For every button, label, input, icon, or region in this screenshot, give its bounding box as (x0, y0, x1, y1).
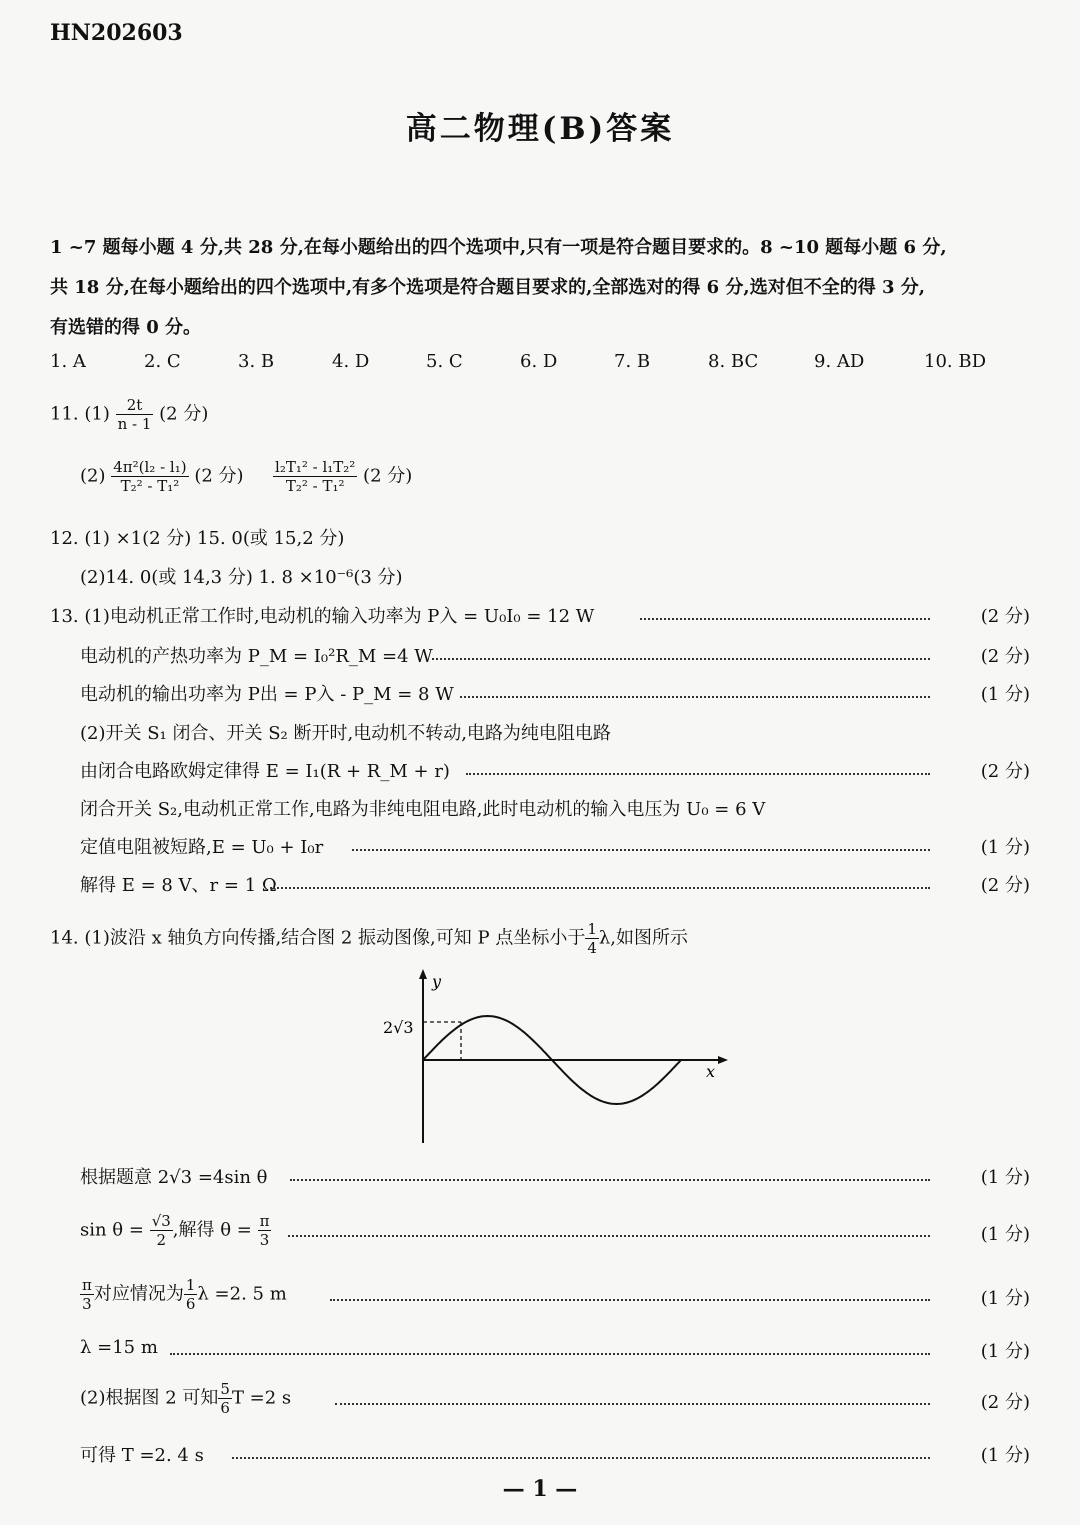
q14-line-4: λ =15 m (80, 1337, 158, 1358)
q14-score-5: (2 分) (980, 1392, 1030, 1413)
q13-line-6: 闭合开关 S₂,电动机正常工作,电路为非纯电阻电路,此时电动机的输入电压为 U₀ = 6 V (80, 799, 766, 820)
answer-8: 8. BC (708, 351, 759, 372)
page-number: — 1 — (502, 1476, 578, 1502)
q13-score-7: (1 分) (980, 837, 1030, 858)
intro-line-1: 1 ~7 题每小题 4 分,共 28 分,在每小题给出的四个选项中,只有一项是符合题目要求的。8 ~10 题每小题 6 分, (50, 237, 947, 258)
y-marker-label: 2√3 (383, 1018, 414, 1037)
q14-line-5: (2)根据图 2 可知 $\frac{5}{6}$ T =2 s (80, 1380, 292, 1417)
q14-line-6: 可得 T =2. 4 s (80, 1445, 204, 1466)
wave-graph (380, 965, 740, 1150)
exam-code: HN202603 (50, 20, 183, 46)
y-axis-label: y (432, 972, 442, 991)
q14-score-2: (1 分) (980, 1224, 1030, 1245)
q11-part2: (2) $\frac{\text{4π²(l₂ - l₁)}}{\text{T₂² - T₁²}}$ (2 分) $\frac{\text{l₂T₁² - l₁T₂²}}{\text{T₂² - T₁²}}$ (2 分) (80, 458, 413, 495)
page-title: 高二物理(B)答案 (405, 111, 675, 147)
q13-score-5: (2 分) (980, 761, 1030, 782)
q13-line-8: 解得 E = 8 V、r = 1 Ω (80, 875, 277, 896)
leader-dots (232, 1457, 930, 1459)
x-axis-arrow (718, 1056, 728, 1064)
q14-score-6: (1 分) (980, 1445, 1030, 1466)
q14-line-1: 根据题意 2√3 =4sin θ (80, 1167, 268, 1188)
answer-6: 6. D (520, 351, 558, 372)
q13-line-2: 电动机的产热功率为 P_M = I₀²R_M =4 W (80, 646, 433, 667)
q13-line-3: 电动机的输出功率为 P出 = P入 - P_M = 8 W (80, 684, 454, 705)
leader-dots (330, 1299, 930, 1301)
answer-10: 10. BD (924, 351, 987, 372)
leader-dots (288, 1235, 930, 1237)
leader-dots (432, 658, 930, 660)
answer-4: 4. D (332, 351, 370, 372)
leader-dots (270, 887, 930, 889)
answer-9: 9. AD (814, 351, 865, 372)
leader-dots (466, 773, 930, 775)
q13-score-2: (2 分) (980, 646, 1030, 667)
intro-line-3: 有选错的得 0 分。 (50, 317, 202, 338)
q11-part1: 11. (1) $\frac{2t}{n - 1}$ (2 分) (50, 396, 209, 433)
leader-dots (640, 618, 930, 620)
q13-score-3: (1 分) (980, 684, 1030, 705)
leader-dots (460, 696, 930, 698)
q13-line-4: (2)开关 S₁ 闭合、开关 S₂ 断开时,电动机不转动,电路为纯电阻电路 (80, 723, 611, 744)
leader-dots (290, 1179, 930, 1181)
intro-line-2: 共 18 分,在每小题给出的四个选项中,有多个选项是符合题目要求的,全部选对的得 6 分,选对但不全的得 3 分, (50, 277, 926, 298)
answer-2: 2. C (144, 351, 181, 372)
answer-5: 5. C (426, 351, 463, 372)
q14-score-3: (1 分) (980, 1288, 1030, 1309)
answer-1: 1. A (50, 351, 86, 372)
x-axis-label: x (706, 1062, 716, 1081)
y-axis-arrow (419, 969, 427, 979)
leader-dots (170, 1353, 930, 1355)
q13-line-5: 由闭合电路欧姆定律得 E = I₁(R + R_M + r) (80, 761, 450, 782)
q13-score-1: (2 分) (980, 606, 1030, 627)
leader-dots (335, 1403, 930, 1405)
q14-score-4: (1 分) (980, 1341, 1030, 1362)
q14-score-1: (1 分) (980, 1167, 1030, 1188)
q14-intro: 14. (1)波沿 x 轴负方向传播,结合图 2 振动图像,可知 P 点坐标小于 $\frac{1}{4}$ λ,如图所示 (50, 920, 689, 957)
q13-line-7: 定值电阻被短路,E = U₀ + I₀r (80, 837, 324, 858)
answer-7: 7. B (614, 351, 651, 372)
leader-dots (352, 849, 930, 851)
q13-score-8: (2 分) (980, 875, 1030, 896)
answer-3: 3. B (238, 351, 275, 372)
q14-line-2: sin θ = $\frac{√3}{2}$ ,解得 θ = $\frac{\pi}{3}$ (80, 1212, 270, 1249)
q13-line-1: 13. (1)电动机正常工作时,电动机的输入功率为 P入 = U₀I₀ = 12 W (50, 606, 595, 627)
q12-line-1: 12. (1) ×1(2 分) 15. 0(或 15,2 分) (50, 528, 345, 549)
q14-line-3: $\frac{\pi}{3}$ 对应情况为 $\frac{1}{6}$ λ =2. 5 m (82, 1276, 287, 1313)
q12-line-2: (2)14. 0(或 14,3 分) 1. 8 ×10⁻⁶(3 分) (80, 567, 403, 588)
